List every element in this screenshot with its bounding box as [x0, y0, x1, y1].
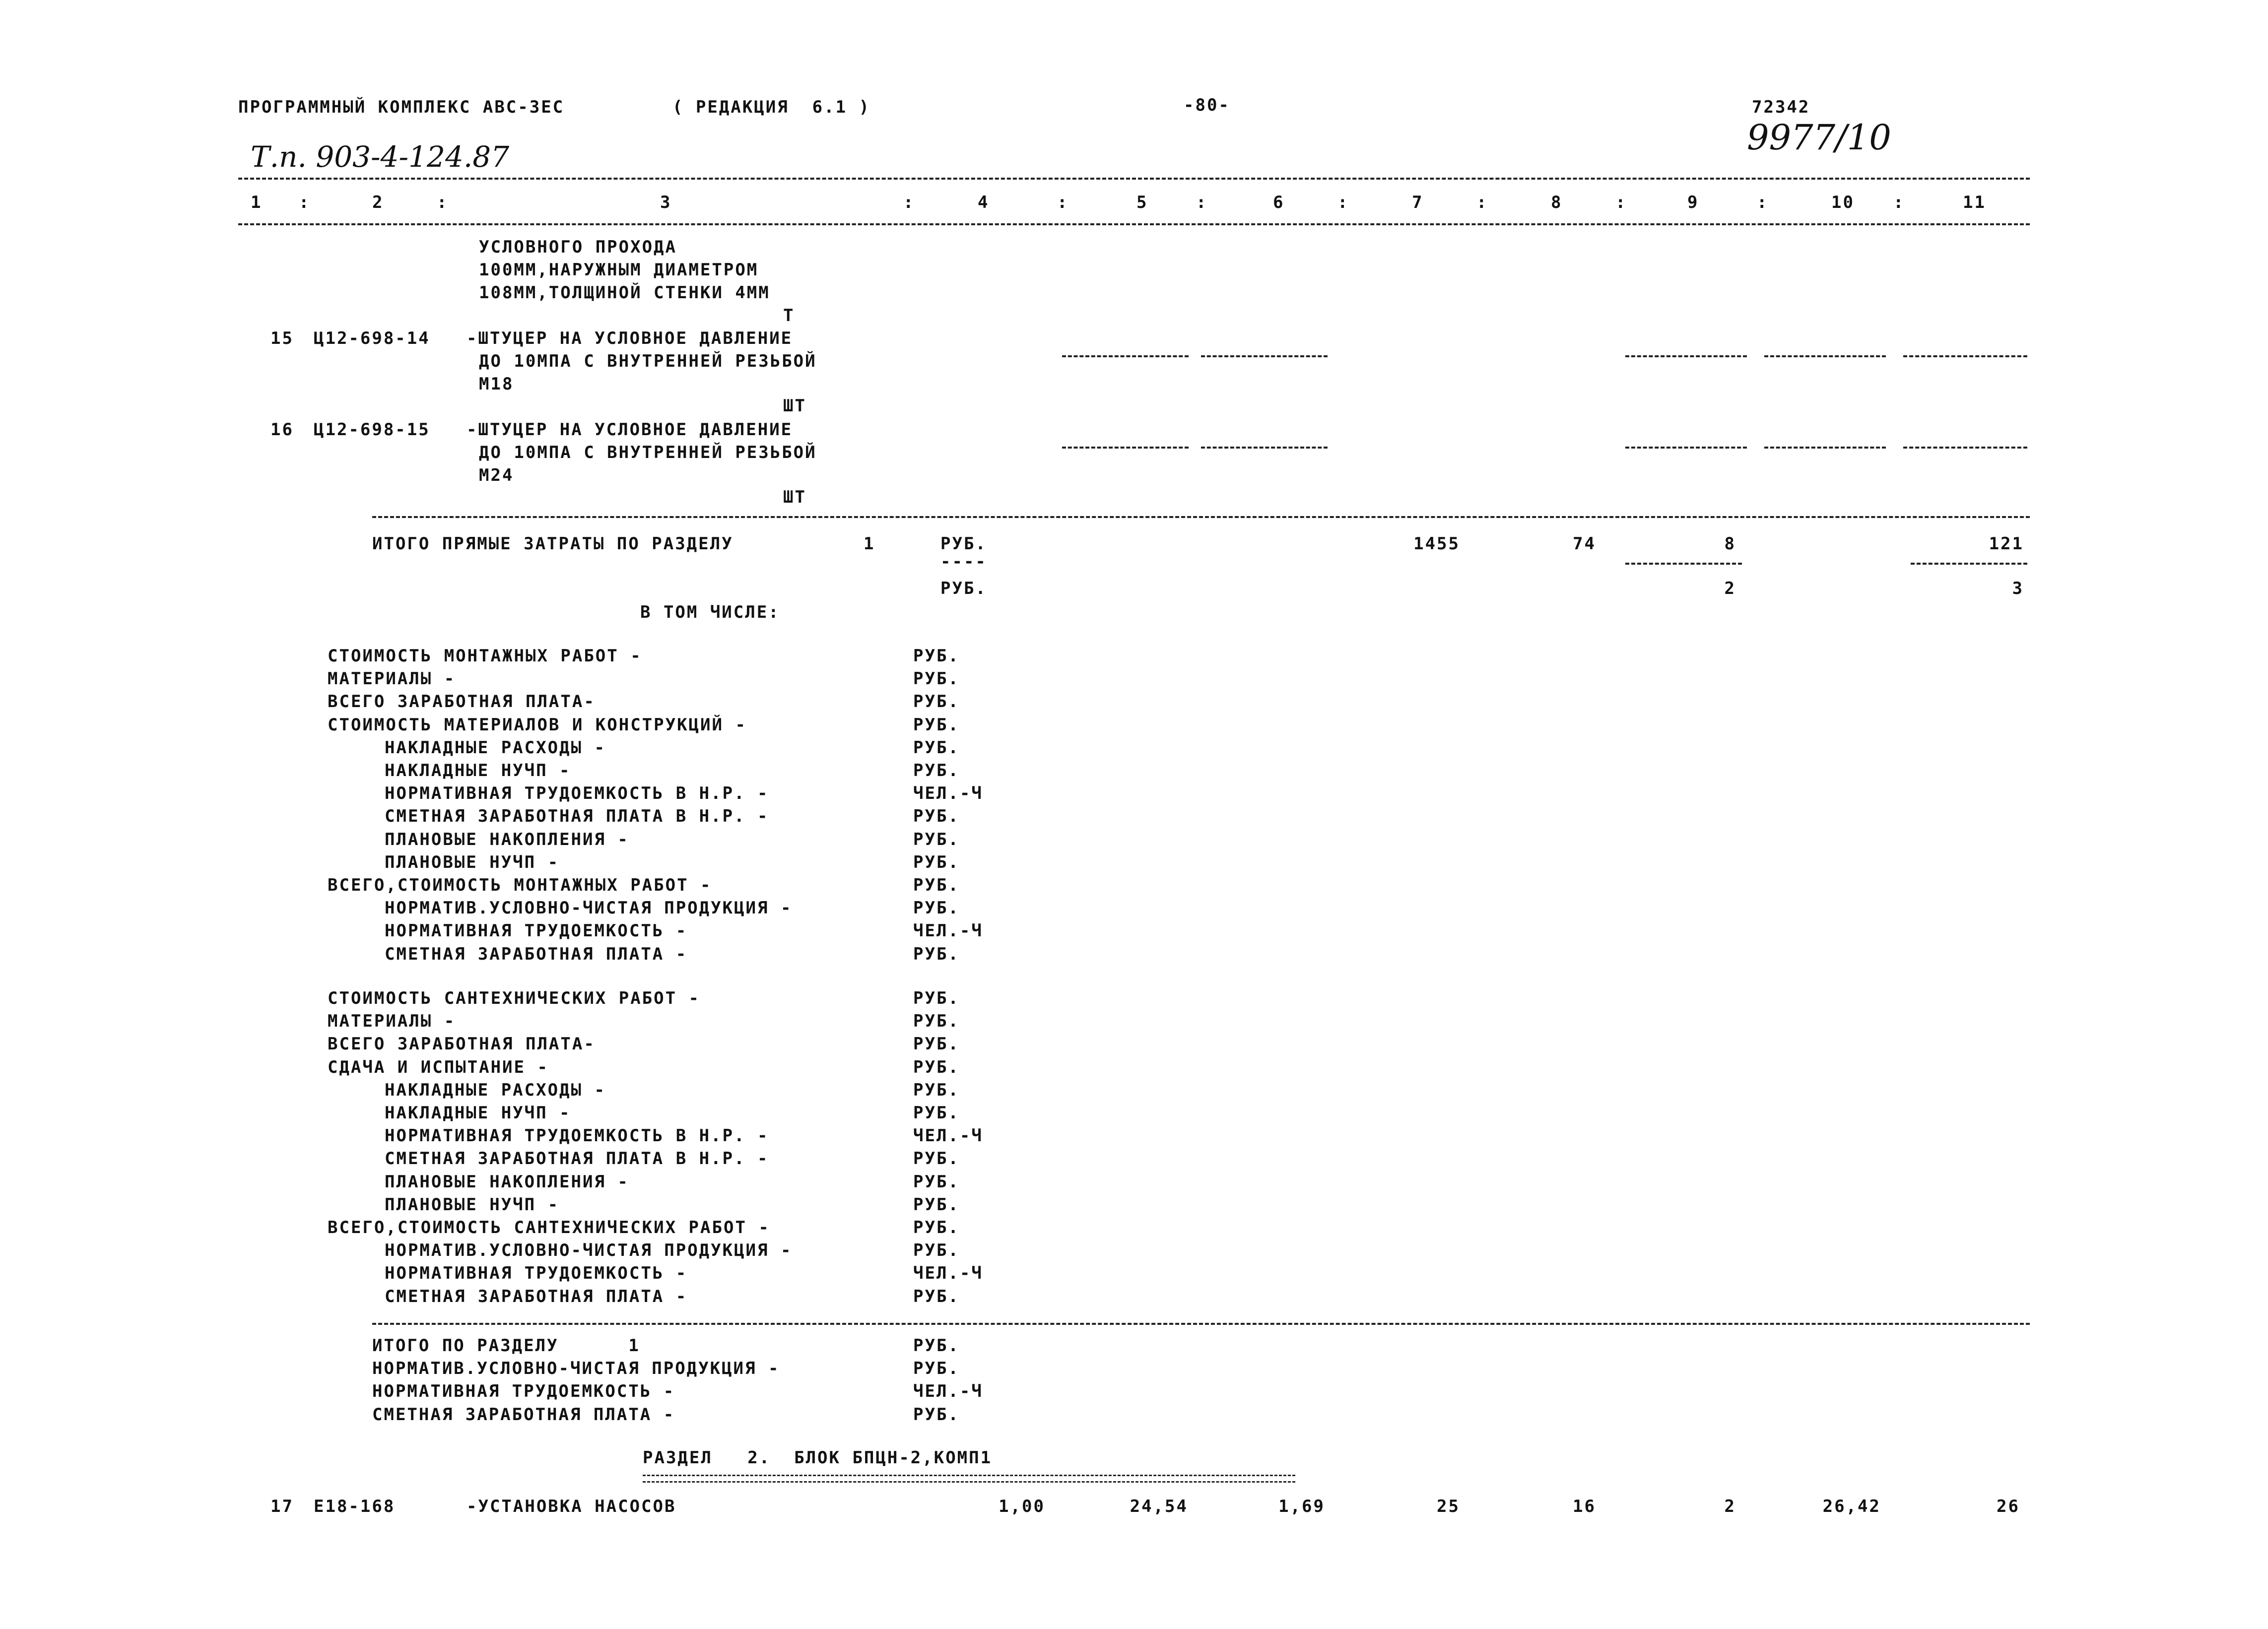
breakdown-unit: РУБ.	[913, 692, 960, 712]
breakdown-label: ВСЕГО ЗАРАБОТНАЯ ПЛАТА-	[328, 692, 596, 712]
item-cont-line3: 108ММ,ТОЛЩИНОЙ СТЕНКИ 4ММ	[479, 283, 770, 303]
item-17-c9: 2	[1724, 1497, 1736, 1516]
breakdown-unit: ЧЕЛ.-Ч	[913, 1381, 983, 1402]
handwritten-project-number: Т.п. 903-4-124.87	[251, 140, 510, 174]
section-totals-rule	[372, 1323, 2030, 1325]
item-17-c5: 24,54	[1130, 1497, 1188, 1516]
breakdown-unit: РУБ.	[913, 1404, 960, 1425]
document-code: 72342	[1752, 97, 1810, 117]
breakdown-label: СМЕТНАЯ ЗАРАБОТНАЯ ПЛАТА В Н.Р. -	[385, 806, 769, 827]
breakdown-label: НОРМАТИВНАЯ ТРУДОЕМКОСТЬ -	[385, 1263, 688, 1284]
breakdown-label: ПЛАНОВЫЕ НАКОПЛЕНИЯ -	[385, 1172, 629, 1192]
direct-costs-c9: 8	[1724, 534, 1736, 554]
direct-costs-sub-rule-9	[1625, 563, 1742, 565]
item-unit: ШТ	[783, 396, 806, 416]
item-name-line1: -ШТУЦЕР НА УСЛОВНОЕ ДАВЛЕНИЕ	[467, 420, 793, 440]
breakdown-label: ВСЕГО ЗАРАБОТНАЯ ПЛАТА-	[328, 1034, 596, 1054]
breakdown-unit: РУБ.	[913, 1149, 960, 1169]
breakdown-unit: РУБ.	[913, 1194, 960, 1215]
column-separator: :	[903, 193, 915, 212]
column-heading-4: 4	[978, 193, 990, 212]
breakdown-label: НОРМАТИВНАЯ ТРУДОЕМКОСТЬ В Н.Р. -	[385, 1126, 769, 1146]
breakdown-unit: РУБ.	[913, 646, 960, 666]
column-heading-6: 6	[1273, 193, 1285, 212]
breakdown-unit: РУБ.	[913, 1103, 960, 1123]
direct-costs-unit2: РУБ.	[940, 579, 987, 598]
column-heading-9: 9	[1687, 193, 1699, 212]
breakdown-unit: РУБ.	[913, 1240, 960, 1261]
breakdown-label: НОРМАТИВНАЯ ТРУДОЕМКОСТЬ В Н.Р. -	[385, 783, 769, 804]
column-heading-5: 5	[1136, 193, 1148, 212]
breakdown-unit: РУБ.	[913, 1011, 960, 1032]
section2-underline	[643, 1475, 1295, 1483]
breakdown-unit: РУБ.	[913, 1080, 960, 1100]
item-cont-unit: Т	[783, 306, 795, 326]
item-cont-line2: 100ММ,НАРУЖНЫМ ДИАМЕТРОМ	[479, 260, 759, 280]
item-17-number: 17	[270, 1497, 294, 1516]
breakdown-label: НАКЛАДНЫЕ НУЧП -	[385, 761, 571, 781]
column-heading-3: 3	[660, 193, 672, 212]
direct-costs-c11: 121	[1989, 534, 2024, 554]
column-heading-8: 8	[1551, 193, 1563, 212]
breakdown-label: ВСЕГО,СТОИМОСТЬ САНТЕХНИЧЕСКИХ РАБОТ -	[328, 1218, 770, 1238]
direct-costs-unit: РУБ.	[940, 534, 987, 554]
item-sub-rule	[1764, 447, 1886, 449]
breakdown-label: НОРМАТИВНАЯ ТРУДОЕМКОСТЬ -	[372, 1381, 675, 1402]
column-heading-2: 2	[372, 193, 384, 212]
breakdown-unit: РУБ.	[913, 1034, 960, 1054]
item-17-c4: 1,00	[999, 1497, 1045, 1516]
breakdown-label: ВСЕГО,СТОИМОСТЬ МОНТАЖНЫХ РАБОТ -	[328, 875, 712, 895]
breakdown-unit: РУБ.	[913, 988, 960, 1008]
item-sub-rule	[1062, 355, 1189, 357]
column-separator: :	[1057, 193, 1069, 212]
breakdown-unit: РУБ.	[913, 1336, 960, 1356]
breakdown-label: СТОИМОСТЬ САНТЕХНИЧЕСКИХ РАБОТ -	[328, 988, 701, 1008]
column-heading-1: 1	[251, 193, 263, 212]
item-17-c6: 1,69	[1278, 1497, 1325, 1516]
breakdown-unit: РУБ.	[913, 715, 960, 735]
column-separator: :	[437, 193, 449, 212]
edition-label: ( РЕДАКЦИЯ 6.1 )	[672, 97, 870, 117]
breakdown-unit: РУБ.	[913, 1172, 960, 1192]
breakdown-unit: РУБ.	[913, 875, 960, 895]
breakdown-unit: РУБ.	[913, 1057, 960, 1077]
breakdown-unit: РУБ.	[913, 669, 960, 689]
direct-costs-label: ИТОГО ПРЯМЫЕ ЗАТРАТЫ ПО РАЗДЕЛУ	[372, 534, 734, 554]
direct-costs-section: 1	[864, 534, 875, 554]
item-sub-rule	[1625, 355, 1747, 357]
breakdown-unit: РУБ.	[913, 761, 960, 781]
item-name-line3: М24	[479, 465, 514, 485]
breakdown-label: ИТОГО ПО РАЗДЕЛУ 1	[372, 1336, 640, 1356]
column-separator: :	[1615, 193, 1627, 212]
item-sub-rule	[1201, 355, 1328, 357]
item-code: Ц12-698-14	[314, 328, 430, 348]
section2-title: РАЗДЕЛ 2. БЛОК БПЦН-2,КОМП1	[643, 1448, 993, 1468]
item-17-name: -УСТАНОВКА НАСОСОВ	[467, 1497, 676, 1516]
breakdown-label: МАТЕРИАЛЫ -	[328, 1011, 456, 1032]
item-17-code: Е18-168	[314, 1497, 396, 1516]
breakdown-label: ПЛАНОВЫЕ НУЧП -	[385, 852, 560, 872]
direct-costs-rule	[372, 516, 2030, 518]
breakdown-label: СМЕТНАЯ ЗАРАБОТНАЯ ПЛАТА В Н.Р. -	[385, 1149, 769, 1169]
breakdown-unit: РУБ.	[913, 1218, 960, 1238]
breakdown-unit: РУБ.	[913, 806, 960, 827]
breakdown-label: СТОИМОСТЬ МАТЕРИАЛОВ И КОНСТРУКЦИЙ -	[328, 715, 747, 735]
item-sub-rule	[1062, 447, 1189, 449]
column-separator: :	[1196, 193, 1208, 212]
item-name-line1: -ШТУЦЕР НА УСЛОВНОЕ ДАВЛЕНИЕ	[467, 328, 793, 348]
breakdown-unit: ЧЕЛ.-Ч	[913, 921, 983, 941]
breakdown-unit: РУБ.	[913, 737, 960, 758]
item-17-c10: 26,42	[1822, 1497, 1881, 1516]
breakdown-label: НАКЛАДНЫЕ НУЧП -	[385, 1103, 571, 1123]
column-separator: :	[299, 193, 311, 212]
breakdown-unit: РУБ.	[913, 898, 960, 918]
item-cont-line1: УСЛОВНОГО ПРОХОДА	[479, 237, 677, 257]
breakdown-label: СДАЧА И ИСПЫТАНИЕ -	[328, 1057, 549, 1077]
breakdown-label: НАКЛАДНЫЕ РАСХОДЫ -	[385, 737, 606, 758]
breakdown-label: НОРМАТИВ.УСЛОВНО-ЧИСТАЯ ПРОДУКЦИЯ -	[385, 898, 793, 918]
header-rule-bottom	[238, 223, 2030, 225]
breakdown-label: МАТЕРИАЛЫ -	[328, 669, 456, 689]
breakdown-unit: РУБ.	[913, 852, 960, 872]
breakdown-unit: РУБ.	[913, 944, 960, 964]
breakdown-unit: РУБ.	[913, 1359, 960, 1379]
program-title: ПРОГРАММНЫЙ КОМПЛЕКС АВС-3ЕС	[238, 97, 565, 117]
direct-costs-c11b: 3	[2012, 579, 2024, 598]
column-separator: :	[1757, 193, 1769, 212]
item-17-c8: 16	[1573, 1497, 1596, 1516]
item-unit: ШТ	[783, 487, 806, 507]
breakdown-unit: РУБ.	[913, 1286, 960, 1306]
direct-costs-c7: 1455	[1413, 534, 1460, 554]
breakdown-label: СМЕТНАЯ ЗАРАБОТНАЯ ПЛАТА -	[385, 1286, 688, 1306]
direct-costs-unit-dash: ----	[940, 552, 987, 572]
item-17-c11: 26	[1997, 1497, 2020, 1516]
handwritten-sheet-number: 9977/10	[1747, 117, 1891, 158]
item-code: Ц12-698-15	[314, 420, 430, 440]
item-sub-rule	[1764, 355, 1886, 357]
item-name-line2: ДО 10МПА С ВНУТРЕННЕЙ РЕЗЬБОЙ	[479, 351, 817, 371]
column-heading-7: 7	[1412, 193, 1424, 212]
column-separator: :	[1476, 193, 1488, 212]
header-rule-top	[238, 178, 2030, 180]
item-name-line2: ДО 10МПА С ВНУТРЕННЕЙ РЕЗЬБОЙ	[479, 443, 817, 462]
direct-costs-sub-rule-11	[1911, 563, 2027, 565]
item-sub-rule	[1625, 447, 1747, 449]
breakdown-label: СТОИМОСТЬ МОНТАЖНЫХ РАБОТ -	[328, 646, 642, 666]
page-number: -80-	[1184, 95, 1230, 115]
breakdown-label: ПЛАНОВЫЕ НАКОПЛЕНИЯ -	[385, 829, 629, 849]
breakdown-label: СМЕТНАЯ ЗАРАБОТНАЯ ПЛАТА -	[372, 1404, 675, 1425]
item-name-line3: М18	[479, 374, 514, 394]
column-separator: :	[1893, 193, 1905, 212]
breakdown-label: НОРМАТИВНАЯ ТРУДОЕМКОСТЬ -	[385, 921, 688, 941]
breakdown-unit: ЧЕЛ.-Ч	[913, 1126, 983, 1146]
breakdown-label: СМЕТНАЯ ЗАРАБОТНАЯ ПЛАТА -	[385, 944, 688, 964]
breakdown-unit: РУБ.	[913, 829, 960, 849]
item-sub-rule	[1903, 355, 2027, 357]
breakdown-label: НОРМАТИВ.УСЛОВНО-ЧИСТАЯ ПРОДУКЦИЯ -	[385, 1240, 793, 1261]
item-sub-rule	[1903, 447, 2027, 449]
breakdown-label: ПЛАНОВЫЕ НУЧП -	[385, 1194, 560, 1215]
item-sub-rule	[1201, 447, 1328, 449]
breakdown-unit: ЧЕЛ.-Ч	[913, 783, 983, 804]
column-separator: :	[1337, 193, 1349, 212]
including-label: В ТОМ ЧИСЛЕ:	[640, 602, 780, 622]
item-number: 15	[270, 328, 294, 348]
column-heading-11: 11	[1963, 193, 1986, 212]
breakdown-unit: ЧЕЛ.-Ч	[913, 1263, 983, 1284]
item-17-c7: 25	[1437, 1497, 1460, 1516]
direct-costs-c9b: 2	[1724, 579, 1736, 598]
direct-costs-c8: 74	[1573, 534, 1596, 554]
item-number: 16	[270, 420, 294, 440]
breakdown-label: НОРМАТИВ.УСЛОВНО-ЧИСТАЯ ПРОДУКЦИЯ -	[372, 1359, 780, 1379]
column-heading-10: 10	[1831, 193, 1855, 212]
breakdown-label: НАКЛАДНЫЕ РАСХОДЫ -	[385, 1080, 606, 1100]
